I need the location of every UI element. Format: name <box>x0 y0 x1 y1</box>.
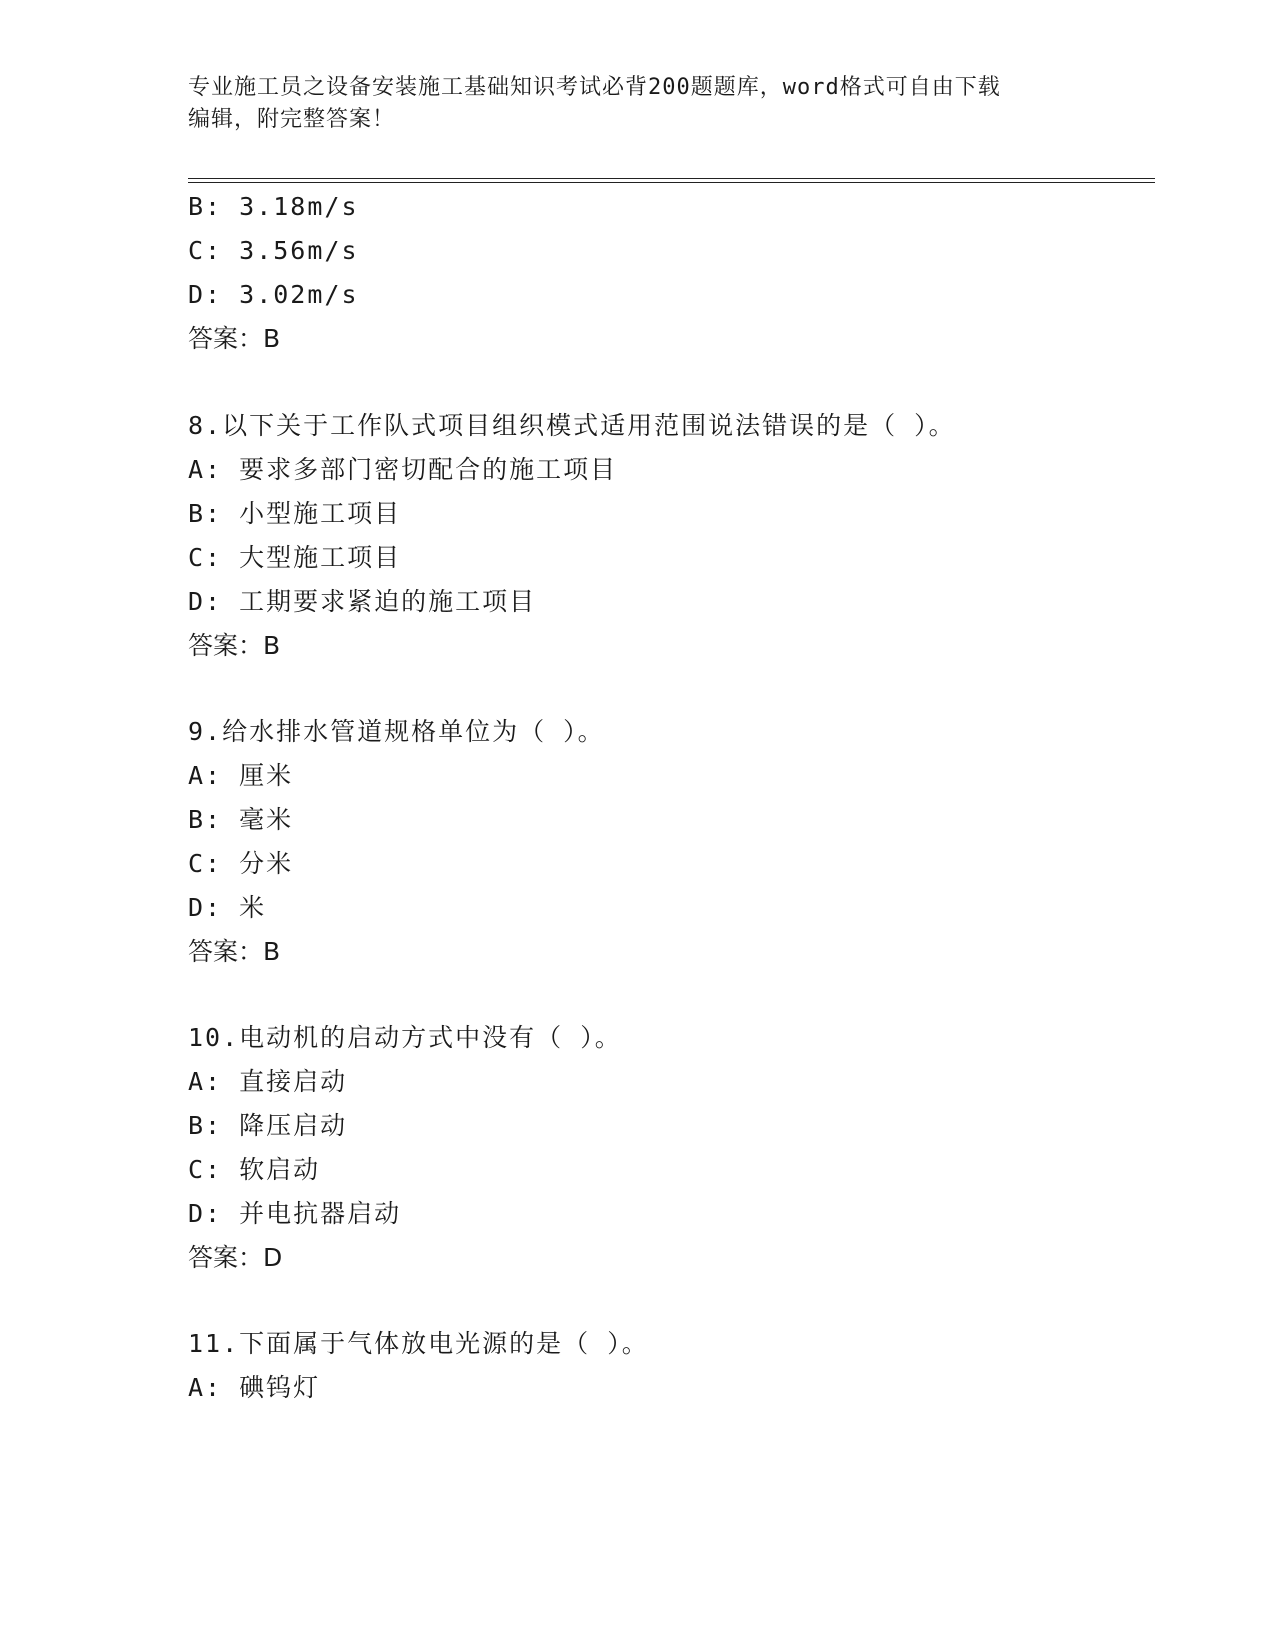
q10-option-a: A: 直接启动 <box>188 1067 348 1096</box>
header-line-2: 编辑，附完整答案！ <box>188 107 396 132</box>
q7-option-b: B: 3.18m/s <box>188 192 359 221</box>
q7-option-d: D: 3.02m/s <box>188 280 359 309</box>
q8-option-d: D: 工期要求紧迫的施工项目 <box>188 587 537 616</box>
q10-option-b: B: 降压启动 <box>188 1111 348 1140</box>
q7-answer: 答案：B <box>188 324 281 353</box>
q10-option-c: C: 软启动 <box>188 1155 321 1184</box>
q9-option-a: A: 厘米 <box>188 761 294 790</box>
q9-option-c: C: 分米 <box>188 849 294 878</box>
document-header <box>188 72 1078 136</box>
q8-answer: 答案：B <box>188 631 281 660</box>
q11-option-a: A: 碘钨灯 <box>188 1373 321 1402</box>
header-divider <box>188 178 1155 183</box>
q8-option-b: B: 小型施工项目 <box>188 499 402 528</box>
q10-question: 10.电动机的启动方式中没有（ ）。 <box>188 1023 622 1052</box>
header-line-1: 专业施工员之设备安装施工基础知识考试必背200题题库，word格式可自由下载 <box>188 75 1001 100</box>
q8-question: 8.以下关于工作队式项目组织模式适用范围说法错误的是（ ）。 <box>188 411 956 440</box>
q9-answer: 答案：B <box>188 937 281 966</box>
q9-question: 9.给水排水管道规格单位为（ ）。 <box>188 717 605 746</box>
q11-question: 11.下面属于气体放电光源的是（ ）。 <box>188 1329 649 1358</box>
q9-option-d: D: 米 <box>188 893 267 922</box>
q9-option-b: B: 毫米 <box>188 805 294 834</box>
q10-option-d: D: 并电抗器启动 <box>188 1199 402 1228</box>
q8-option-a: A: 要求多部门密切配合的施工项目 <box>188 455 618 484</box>
q8-option-c: C: 大型施工项目 <box>188 543 402 572</box>
q7-option-c: C: 3.56m/s <box>188 236 359 265</box>
q10-answer: 答案：D <box>188 1243 283 1272</box>
